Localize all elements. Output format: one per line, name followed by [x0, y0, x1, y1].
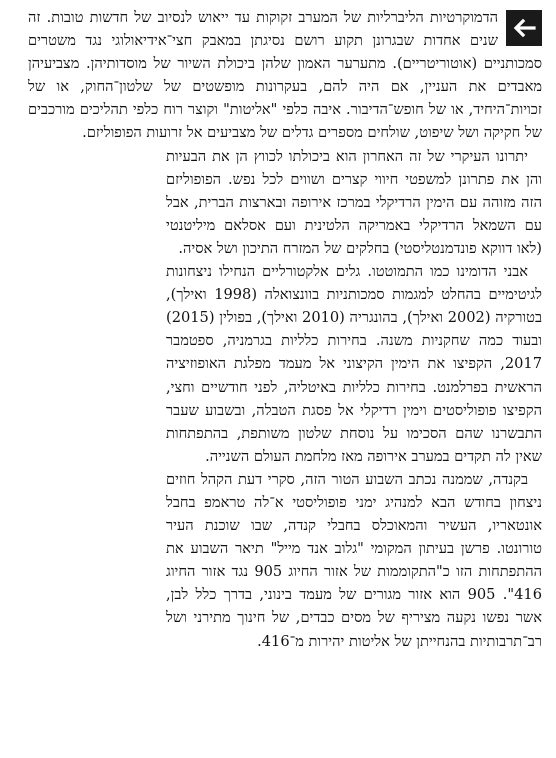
continue-arrow-button[interactable]: [506, 10, 542, 46]
article-paragraph-2: יתרונו העיקרי של זה האחרון הוא ביכולתו לכווץ הן את הבעיות והן את פתרונן למשפטי חיווי קצרים ושווים לכל נפש. הפופוליזם הזה מזוהה עם הימין הרדיקלי במרכז אירופה ובארצות הברית, אבל עם השמאל הרדיקלי באמריקה הלטינית ועם אסלאם מיליטנטי (לאו דווקא פונדמנטליסטי) בחלקים של המזרח התיכון ושל אסיה.: [166, 147, 542, 257]
article-column-indented: [166, 145, 542, 653]
article-paragraph-3: אבני הדומינו כמו התמוטטו. גלים אלקטורליים הנחילו ניצחונות לגיטימיים בהחלט למגמות סמכותניות בוונצואלה (1998 ואילך), בטורקיה (2002 ואילך), בהונגריה (2010 ואילך), בפולין (2015) ובעוד כמה שחקניות משנה. בחירות כלליות בגרמניה, ספטמבר 2017, הקפיצו את הימין הקיצוני אל מעמד מפלגת האופוזיציה הראשית בפרלמנט. בחירות כלליות באיטליה, לפני חודשיים וחצי, הקפיצו פופוליסטים וימין רדיקלי אל פסגת הטבלה, ובשבוע שעבר התבשרנו שהם הסכימו על נוסחת שלטון משותפת, בהתפתחות שאין לה תקדים במערב אירופה מאז מלחמת העולם השנייה.: [166, 263, 542, 465]
article-paragraph-1: הדמוקרטיות הליברליות של המערב זקוקות עד ייאוש לנסיוב של חדשות טובות. זה שנים אחדות שבגרונן תקוע רושם נסיגתן במאבק חצי־אידיאולוגי נגד משטרים סמכותניים (אוטוריטריים). מתערער האמון שלהן ביכולת השיור של מוסדותיהן. מצביעיהן מאבדים את העניין, אם היה להם, בעקרונות מופשטים של שלטון־החוק, או של זכויות־היחיד, או של חופש־הדיבור. איבה כלפי "אליטות" וקוצר רוח כלפי תהליכים מורכבים של חקיקה ושל שיפוט, שולחים מספרים גדלים של מצביעים אל זרועות הפופוליזם.: [28, 9, 542, 142]
left-arrow-icon: [512, 18, 536, 38]
article-paragraph-4: בקנדה, שממנה נכתב השבוע הטור הזה, סקרי דעת הקהל חוזים ניצחון בחודש הבא למנהיג ימני פופוליסטי א־לה טראמפ בחבל אונטאריו, העשיר והמאוכלס בחבלי קנדה, שבו שוכנת העיר טורונטו. פרשן בעיתון המקומי "גלוב אנד מייל" תיאר השבוע את ההתפתחות הזו כ"התקוממות של אזור החיוג 905 נגד אזור החיוג 416". 905 הוא אזור מגורים של מעמד בינוני, בדרך כלל לבן, אשר נפשו נקעה מציריף של מסים כבדים, של חינוך מתירני ושל רב־תרבותיות בהנחייתן של אליטות יהירות מ־416.: [166, 470, 543, 650]
